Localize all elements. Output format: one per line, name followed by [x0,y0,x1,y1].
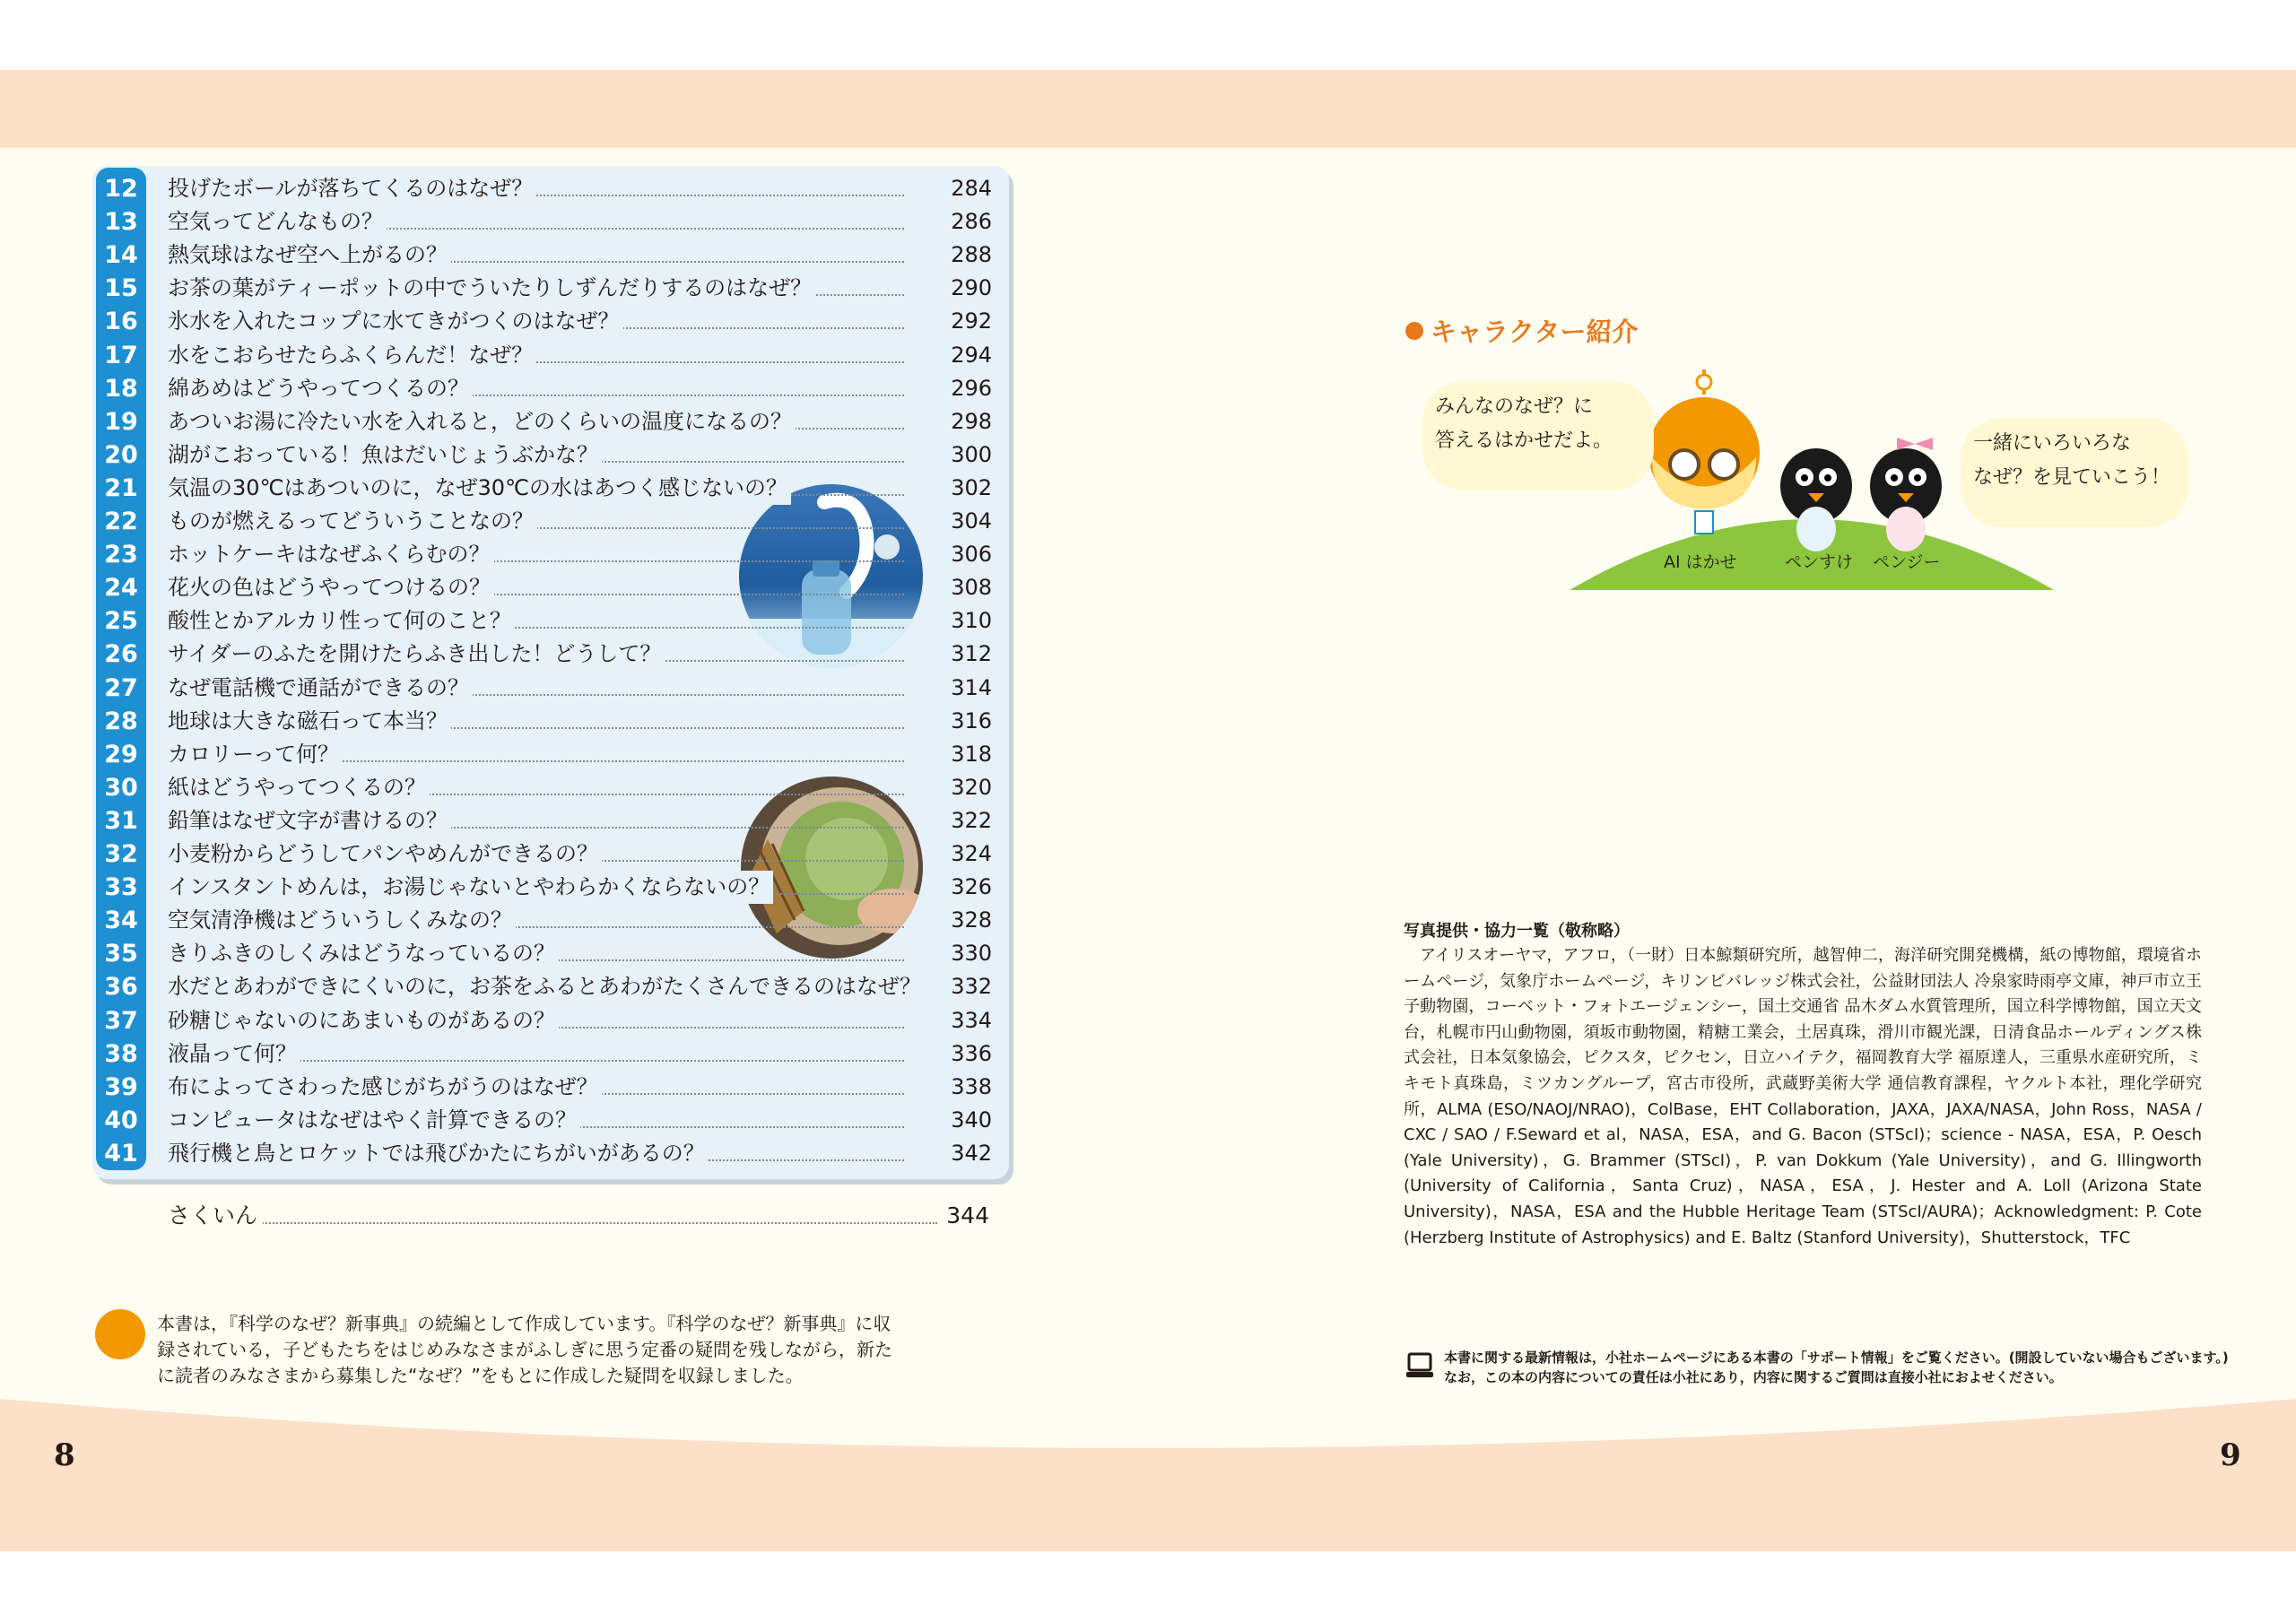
toc-row[interactable] [99,339,996,372]
toc-row[interactable] [99,705,996,738]
toc-number: 18 [104,374,138,403]
note-bullet-icon [95,1309,145,1359]
toc-number: 35 [104,940,138,968]
toc-page-number: 336 [906,1037,996,1071]
toc-row[interactable] [99,438,996,472]
toc-question: お茶の葉がティーポットの中でういたりしずんだりするのはなぜ？ [168,272,815,305]
toc-number: 29 [104,740,138,768]
toc-question: 気温の30℃はあついのに，なぜ30℃の水はあつく感じないの？ [168,472,791,505]
toc-page-number: 286 [906,205,996,239]
toc-number: 27 [104,673,138,702]
toc-row[interactable] [99,1071,996,1104]
toc-number: 41 [104,1139,138,1167]
toc-row[interactable] [99,205,996,239]
toc-page-number: 310 [906,604,996,638]
toc-question: 水をこおらせたらふくらんだ！なぜ？ [168,339,536,372]
toc-question: あついお湯に冷たい水を入れると，どのくらいの温度になるの？ [168,405,796,438]
toc-number: 12 [104,175,138,203]
toc-page-number: 338 [906,1071,996,1104]
toc-row[interactable] [99,1137,996,1170]
toc-page-number: 312 [906,638,996,671]
toc-question: サイダーのふたを開けたらふき出した！どうして？ [168,638,665,671]
character-intro-title-text: キャラクター紹介 [1431,317,1639,347]
toc-page-number: 342 [906,1137,996,1170]
toc-number: 31 [104,806,138,835]
toc-page-number: 300 [906,438,996,472]
toc-question: 水だとあわができにくいのに，お茶をふるとあわがたくさんできるのはなぜ？ [168,970,925,1003]
speech-bubble-right [1961,418,2188,527]
toc-row[interactable] [99,672,996,705]
bubble-left-line-2: 答えるはかせだよ。 [1435,430,1613,452]
toc-number: 23 [104,541,138,569]
toc-question: なぜ電話機で通話ができるの？ [168,672,473,705]
index-leader [177,1222,937,1224]
toc-row[interactable] [99,405,996,438]
toc-question: 小麦粉からどうしてパンやめんができるの？ [168,838,602,871]
toc-number: 15 [104,274,138,303]
toc-question: インスタントめんは，お湯じゃないとやわらかくならないの？ [168,871,773,904]
toc-question: ホットケーキはなぜふくらむの？ [168,538,494,571]
toc-number: 13 [104,208,138,237]
toc-row[interactable] [99,172,996,205]
toc-number: 25 [104,607,138,636]
matcha-photo [741,777,923,959]
index-page: 344 [946,1202,989,1228]
toc-page-number: 322 [906,804,996,838]
toc-number: 38 [104,1039,138,1068]
toc-page-number: 334 [906,1004,996,1037]
toc-page-number: 332 [906,970,996,1003]
toc-index-row[interactable] [168,1199,993,1233]
title-bullet-icon [1405,322,1423,340]
page-number-left: 8 [54,1437,75,1473]
toc-question: きりふきのしくみはどうなっているの？ [168,937,559,970]
toc-number: 22 [104,508,138,535]
toc-page-number: 294 [906,339,996,372]
toc-page-number: 298 [906,405,996,438]
toc-row[interactable] [99,1104,996,1137]
toc-page-number: 284 [906,172,996,205]
toc-number: 32 [104,840,138,868]
toc-page-number: 288 [906,239,996,272]
toc-page-number: 314 [906,672,996,705]
toc-page-number: 306 [906,538,996,571]
toc-page-number: 308 [906,571,996,604]
toc-page-number: 320 [906,771,996,804]
character-name-ai-hakase: AI はかせ [1664,552,1737,572]
toc-number: 39 [104,1072,138,1101]
toc-number: 14 [104,241,138,270]
toc-row[interactable] [99,970,996,1003]
credits-title: 写真提供・協力一覧（敬称略） [1404,922,1630,941]
toc-question: 液晶って何？ [168,1037,300,1071]
toc-question: 酸性とかアルカリ性って何のこと？ [168,604,515,638]
toc-page-number: 340 [906,1104,996,1137]
bubble-right-line-1: 一緒にいろいろな [1973,432,2132,455]
toc-number: 30 [104,773,138,802]
bubble-left-line-1: みんなのなぜ？に [1435,395,1594,418]
support-info [1444,1348,2233,1387]
bubble-right-line-2: なぜ？を見ていこう！ [1973,466,2171,489]
toc-number: 17 [104,341,138,369]
toc-number: 16 [104,308,138,336]
toc-row[interactable] [99,272,996,305]
bottom-margin [0,1551,2296,1623]
toc-number: 21 [104,473,138,502]
toc-question: 紙はどうやってつくるの？ [168,771,430,804]
toc-page-number: 304 [906,505,996,538]
top-band [0,70,2296,148]
toc-page-number: 318 [906,738,996,771]
toc-question: 砂糖じゃないのにあまいものがあるの？ [168,1004,559,1037]
toc-question: 地球は大きな磁石って本当？ [168,705,451,738]
character-name-penjii: ペンジー [1873,552,1941,572]
character-name-pensuke: ペンすけ [1785,552,1854,572]
toc-row[interactable] [99,305,996,338]
toc-question: ものが燃えるってどういうことなの？ [168,505,537,538]
index-label: さくいん [168,1199,263,1233]
note-text: 本書は，『科学のなぜ？新事典』の続編として作成しています。『科学のなぜ？新事典』に収録されている，子どもたちをはじめみなさまがふしぎに思う定番の疑問を残しながら，新たに読者のみなさまから募集した“なぜ？”をもとに作成した疑問を収録しました。 [157,1313,892,1386]
toc-number: 19 [104,407,138,436]
toc-page-number: 324 [906,838,996,871]
toc-page-number: 326 [906,871,996,904]
toc-question: 空気清浄機はどういうしくみなの？ [168,904,516,937]
toc-question: カロリーって何？ [168,738,343,771]
toc-row[interactable] [99,738,996,771]
toc-question: 綿あめはどうやってつくるの？ [168,372,473,405]
toc-question: 布によってさわった感じがちがうのはなぜ？ [168,1071,602,1104]
toc-number: 20 [104,440,138,469]
toc-page-number: 292 [906,305,996,338]
toc-number: 40 [104,1106,138,1134]
toc-number: 28 [104,707,138,735]
toc-page-number: 302 [906,472,996,505]
toc-number: 24 [104,574,138,603]
toc-question: 湖がこおっている！魚はだいじょうぶかな？ [168,438,602,472]
toc-number: 36 [104,973,138,1002]
toc-number: 34 [104,907,138,935]
credits-body: アイリスオーヤマ，アフロ，（一財）日本鯨類研究所，越智伸二，海洋研究開発機構，紙の博物館，環境省ホームページ，気象庁ホームページ，キリンビバレッジ株式会社，公益財団法人 冷泉家時雨亭文庫，神戸市立王子動物園，コーベット・フォトエージェンシー，国土交通省 品木ダム水質管理所，国立科学博物館，国立天文台，札幌市円山動物園，須坂市動物園，精糖工業会，土居真珠，滑川市観光課，日清食品ホールディングス株式会社，日本気象協会，ピクスタ，ピクセン，日立ハイテク，福岡教育大学 福原達人，三重県水産研究所，ミキモト真珠島，ミツカングループ，宮古市役所，武蔵野美術大学 通信教育課程，ヤクルト本社，理化学研究所，ALMA (ESO/NAOJ/NRAO)，ColBase，EHT Collaboration，JAXA，JAXA/NASA，John Ross，NASA / CXC / SAO / F.Seward et al，NASA，ESA，and G. Bacon (STScI)；science - NASA，ESA，P. Oesch (Yale University)，G. Brammer (STScI)，P. van Dokkum (Yale University)，and G. Illingworth (University of California，Santa Cruz)，NASA，ESA，J. Hester and A. Loll (Arizona State University)，NASA，ESA and the Hubble Heritage Team (STScI/AURA)；Acknowledgment: P. Cote (Herzberg Institute of Astrophysics) and E. Baltz (Stanford University)，Shutterstock，TFC [1404,946,2202,1247]
toc-row[interactable] [99,1004,996,1037]
toc-row[interactable] [99,239,996,272]
toc-number: 26 [104,640,138,669]
toc-question: 氷水を入れたコップに水てきがつくのはなぜ？ [168,305,623,338]
toc-row[interactable] [99,1037,996,1071]
toc-row[interactable] [99,372,996,405]
support-line-2: なお，この本の内容についての責任は小社にあり，内容に関するご質問は直接小社におよせください。 [1444,1369,2063,1385]
toc-question: コンピュータはなぜはやく計算できるの？ [168,1104,580,1137]
speech-bubble-left [1422,381,1654,490]
toc-number: 33 [104,873,138,902]
toc-question: 空気ってどんなもの？ [168,205,387,239]
toc-page-number: 328 [906,904,996,937]
character-intro-title [1405,312,1638,349]
page-number-right: 9 [2220,1437,2241,1473]
toc-question: 投げたボールが落ちてくるのはなぜ？ [168,172,536,205]
bottle-photo [739,484,923,668]
toc-page-number: 330 [906,937,996,970]
support-line-1: 本書に関する最新情報は，小社ホームページにある本書の「サポート情報」をご覧ください。(開設していない場合もございます。) [1444,1350,2229,1366]
toc-page-number: 296 [906,372,996,405]
toc-question: 熱気球はなぜ空へ上がるの？ [168,239,451,272]
toc-question: 飛行機と鳥とロケットでは飛びかたにちがいがあるの？ [168,1137,709,1170]
computer-icon [1405,1352,1434,1379]
toc-page-number: 316 [906,705,996,738]
toc-page-number: 290 [906,272,996,305]
toc-number: 37 [104,1006,138,1035]
toc-question: 鉛筆はなぜ文字が書けるの？ [168,804,451,838]
toc-question: 花火の色はどうやってつけるの？ [168,571,494,604]
